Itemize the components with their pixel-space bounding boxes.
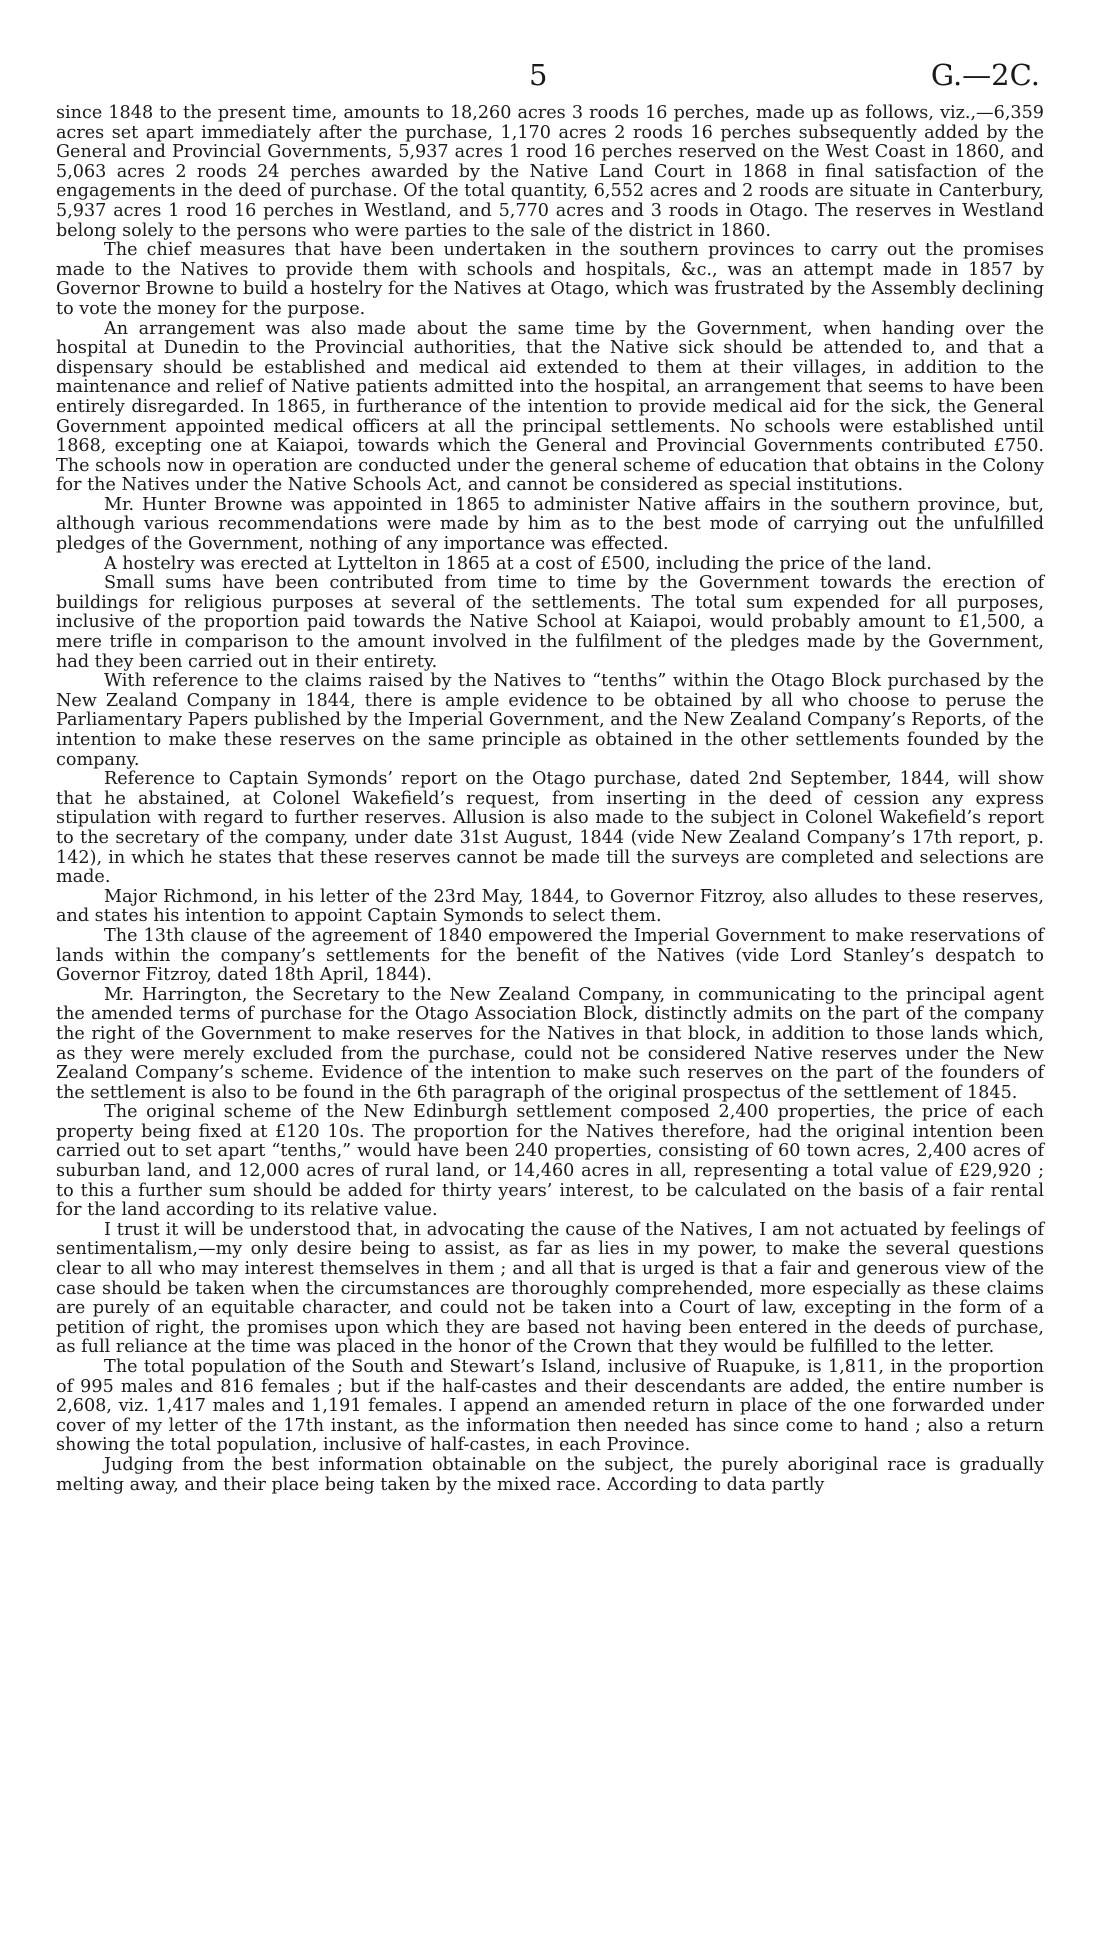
paragraph: Mr. Hunter Browne was appointed in 1865 to administer Native affairs in the southern province, but, although various recommendations were made by him as to the best mode of carrying out the unfulfilled pledges of the Government, nothing of any importance was effected.: [56, 494, 1044, 555]
paragraph: Judging from the best information obtainable on the subject, the purely aboriginal race is gradually melting away, and their place being taken by the mixed race. According to data partly: [56, 1454, 1044, 1495]
paragraph: The chief measures that have been undertaken in the southern provinces to carry out the promises made to the Natives to provide them with schools and hospitals, &c., was an attempt made in 1857 by Governor Browne to build a hostelry for the Natives at Otago, which was frustrated by the Assembly declining to vote the money for the purpose.: [56, 240, 1044, 319]
body-text: [56, 104, 1044, 1495]
page-number: 5: [529, 58, 548, 92]
paragraph: Small sums have been contributed from time to time by the Government towards the erection of buildings for religious purposes at several of the settlements. The total sum expended for all purposes, inclusive of the proportion paid towards the Native School at Kaiapoi, would probably amount to £1,500, a mere trifle in comparison to the amount involved in the fulfilment of the pledges made by the Government, had they been carried out in their entirety.: [56, 573, 1044, 672]
document-reference: G.—2C.: [930, 58, 1040, 92]
paragraph: I trust it will be understood that, in advocating the cause of the Natives, I am not actuated by feelings of sentimentalism,—my only desire being to assist, as far as lies in my power, to make the several questions clear to all who may interest themselves in them ; and all that is urged is that a fair and generous view of the case should be taken when the circumstances are thoroughly comprehended, more especially as these claims are purely of an equitable character, and could not be taken into a Court of law, excepting in the form of a petition of right, the promises upon which they are based not having been entered in the deeds of purchase, as full reliance at the time was placed in the honor of the Crown that they would be fulfilled to the letter.: [56, 1219, 1044, 1358]
paragraph: An arrangement was also made about the same time by the Government, when handing over the hospital at Dunedin to the Provincial authorities, that the Native sick should be attended to, and that a dispensary should be established and medical aid extended to them at their villages, in addition to the maintenance and relief of Native patients admitted into the hospital, an arrangement that seems to have been entirely disregarded. In 1865, in furtherance of the intention to provide medical aid for the sick, the General Government appointed medical officers at all the principal settlements. No schools were established until 1868, excepting one at Kaiapoi, towards which the General and Provincial Governments contributed £750. The schools now in operation are conducted under the general scheme of education that obtains in the Colony for the Natives under the Native Schools Act, and cannot be considered as special institutions.: [56, 318, 1044, 496]
paragraph: With reference to the claims raised by the Natives to “tenths” within the Otago Block purchased by the New Zealand Company in 1844, there is ample evidence to be obtained by all who choose to peruse the Parliamentary Papers published by the Imperial Government, and the New Zealand Company’s Reports, of the intention to make these reserves on the same principle as obtained in the other settlements founded by the company.: [56, 671, 1044, 770]
page-header: [0, 58, 1114, 94]
paragraph: The total population of the South and Stewart’s Island, inclusive of Ruapuke, is 1,811, in the proportion of 995 males and 816 females ; but if the half-castes and their descendants are added, the entire number is 2,608, viz. 1,417 males and 1,191 females. I append an amended return in place of the one forwarded under cover of my letter of the 17th instant, as the information then needed has since come to hand ; also a return showing the total population, inclusive of half-castes, in each Province.: [56, 1357, 1044, 1456]
paragraph: Major Richmond, in his letter of the 23rd May, 1844, to Governor Fitzroy, also alludes to these reserves, and states his intention to appoint Captain Symonds to select them.: [56, 886, 1044, 927]
paragraph: A hostelry was erected at Lyttelton in 1865 at a cost of £500, including the price of the land.: [104, 553, 932, 574]
paragraph: The original scheme of the New Edinburgh settlement composed 2,400 properties, the price of each property being fixed at £120 10s. The proportion for the Natives therefore, had the original intention been carried out to set apart “tenths,” would have been 240 properties, consisting of 60 town acres, 2,400 acres of suburban land, and 12,000 acres of rural land, or 14,460 acres in all, representing a total value of £29,920 ; to this a further sum should be added for thirty years’ interest, to be calculated on the basis of a fair rental for the land according to its relative value.: [56, 1102, 1044, 1221]
paragraph: Mr. Harrington, the Secretary to the New Zealand Company, in communicating to the principal agent the amended terms of purchase for the Otago Association Block, distinctly admits on the part of the company the right of the Government to make reserves for the Natives in that block, in addition to those lands which, as they were merely excluded from the purchase, could not be considered Native reserves under the New Zealand Company’s scheme. Evidence of the intention to make such reserves on the part of the founders of the settlement is also to be found in the 6th paragraph of the original prospectus of the settlement of 1845.: [56, 984, 1044, 1103]
paragraph: since 1848 to the present time, amounts to 18,260 acres 3 roods 16 perches, made up as follows, viz.,—6,359 acres set apart immediately after the purchase, 1,170 acres 2 roods 16 perches subsequently added by the General and Provincial Governments, 5,937 acres 1 rood 16 perches reserved on the West Coast in 1860, and 5,063 acres 2 roods 24 perches awarded by the Native Land Court in 1868 in final satisfaction of the engagements in the deed of purchase. Of the total quantity, 6,552 acres and 2 roods are situate in Canterbury, 5,937 acres 1 rood 16 perches in Westland, and 5,770 acres and 3 roods in Otago. The reserves in Westland belong solely to the persons who were parties to the sale of the district in 1860.: [56, 103, 1044, 241]
paragraph: Reference to Captain Symonds’ report on the Otago purchase, dated 2nd September, 1844, will show that he abstained, at Colonel Wakefield’s request, from inserting in the deed of cession any express stipulation with regard to further reserves. Allusion is also made to the subject in Colonel Wakefield’s report to the secretary of the company, under date 31st August, 1844 (vide New Zealand Company’s 17th report, p. 142), in which he states that these reserves cannot be made till the surveys are completed and selections are made.: [56, 769, 1044, 888]
paragraph: The 13th clause of the agreement of 1840 empowered the Imperial Government to make reservations of lands within the company’s settlements for the benefit of the Natives (vide Lord Stanley’s despatch to Governor Fitzroy, dated 18th April, 1844).: [56, 925, 1044, 986]
